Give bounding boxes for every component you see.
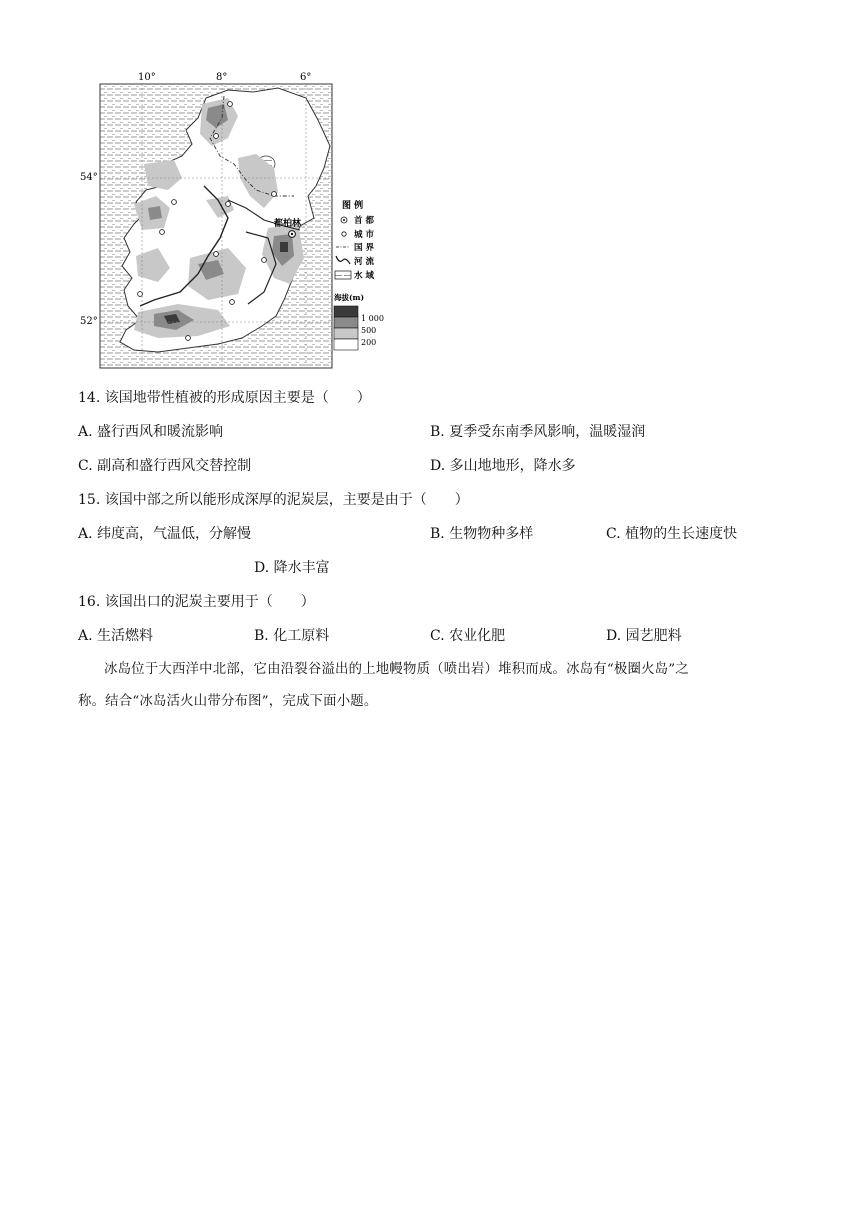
question-15-option-d[interactable]: D. 降水丰富 bbox=[254, 560, 330, 576]
elevation-label-1000: 1 000 bbox=[361, 314, 384, 323]
legend-label-border: 国 界 bbox=[354, 243, 374, 253]
question-14-stem: 14. 该国地带性植被的形成原因主要是（ ） bbox=[78, 390, 371, 406]
question-16-option-d[interactable]: D. 园艺肥料 bbox=[606, 628, 682, 644]
legend-label-city: 城 市 bbox=[354, 230, 374, 240]
legend-label-river: 河 流 bbox=[354, 257, 374, 267]
water-icon bbox=[335, 271, 351, 279]
lat-label-52: 52° bbox=[80, 316, 98, 327]
question-15-option-c[interactable]: C. 植物的生长速度快 bbox=[606, 526, 738, 542]
capital-icon bbox=[341, 217, 347, 223]
passage-line-1: 冰岛位于大西洋中北部，它由沿裂谷溢出的上地幔物质（喷出岩）堆积而成。冰岛有“极圈火岛”之 bbox=[104, 662, 689, 677]
capital-marker bbox=[289, 231, 296, 238]
question-15-stem: 15. 该国中部之所以能形成深厚的泥炭层，主要是由于（ ） bbox=[78, 492, 469, 508]
question-16-option-a[interactable]: A. 生活燃料 bbox=[78, 628, 154, 644]
question-14-option-d[interactable]: D. 多山地地形，降水多 bbox=[430, 458, 576, 474]
lon-label-10: 10° bbox=[138, 72, 156, 83]
ireland-map-figure bbox=[78, 68, 398, 370]
elevation-title: 海拔(m) bbox=[334, 293, 365, 302]
question-15-option-a[interactable]: A. 纬度高，气温低，分解慢 bbox=[78, 526, 252, 542]
lat-label-54: 54° bbox=[80, 172, 98, 183]
passage-line-2: 称。结合“冰岛活火山带分布图”，完成下面小题。 bbox=[78, 694, 378, 709]
elevation-scale bbox=[334, 306, 358, 350]
capital-label: 都柏林 bbox=[274, 219, 302, 229]
city-icon bbox=[342, 232, 346, 236]
question-14-option-c[interactable]: C. 副高和盛行西风交替控制 bbox=[78, 458, 252, 474]
elevation-label-500: 500 bbox=[361, 326, 377, 335]
elevation-label-200: 200 bbox=[361, 338, 377, 347]
question-15-option-b[interactable]: B. 生物物种多样 bbox=[430, 526, 534, 542]
question-16-option-c[interactable]: C. 农业化肥 bbox=[430, 628, 506, 644]
question-16-option-b[interactable]: B. 化工原料 bbox=[254, 628, 330, 644]
lon-label-8: 8° bbox=[216, 72, 228, 83]
legend-label-capital: 首 都 bbox=[354, 216, 374, 226]
question-16-stem: 16. 该国出口的泥炭主要用于（ ） bbox=[78, 594, 315, 610]
lon-label-6: 6° bbox=[300, 72, 312, 83]
question-14-option-a[interactable]: A. 盛行西风和暖流影响 bbox=[78, 424, 224, 440]
legend-label-water: 水 域 bbox=[354, 271, 374, 281]
map-legend bbox=[334, 199, 384, 350]
legend-title: 图 例 bbox=[342, 201, 364, 211]
river-icon bbox=[336, 256, 350, 264]
question-14-option-b[interactable]: B. 夏季受东南季风影响，温暖湿润 bbox=[430, 424, 646, 440]
